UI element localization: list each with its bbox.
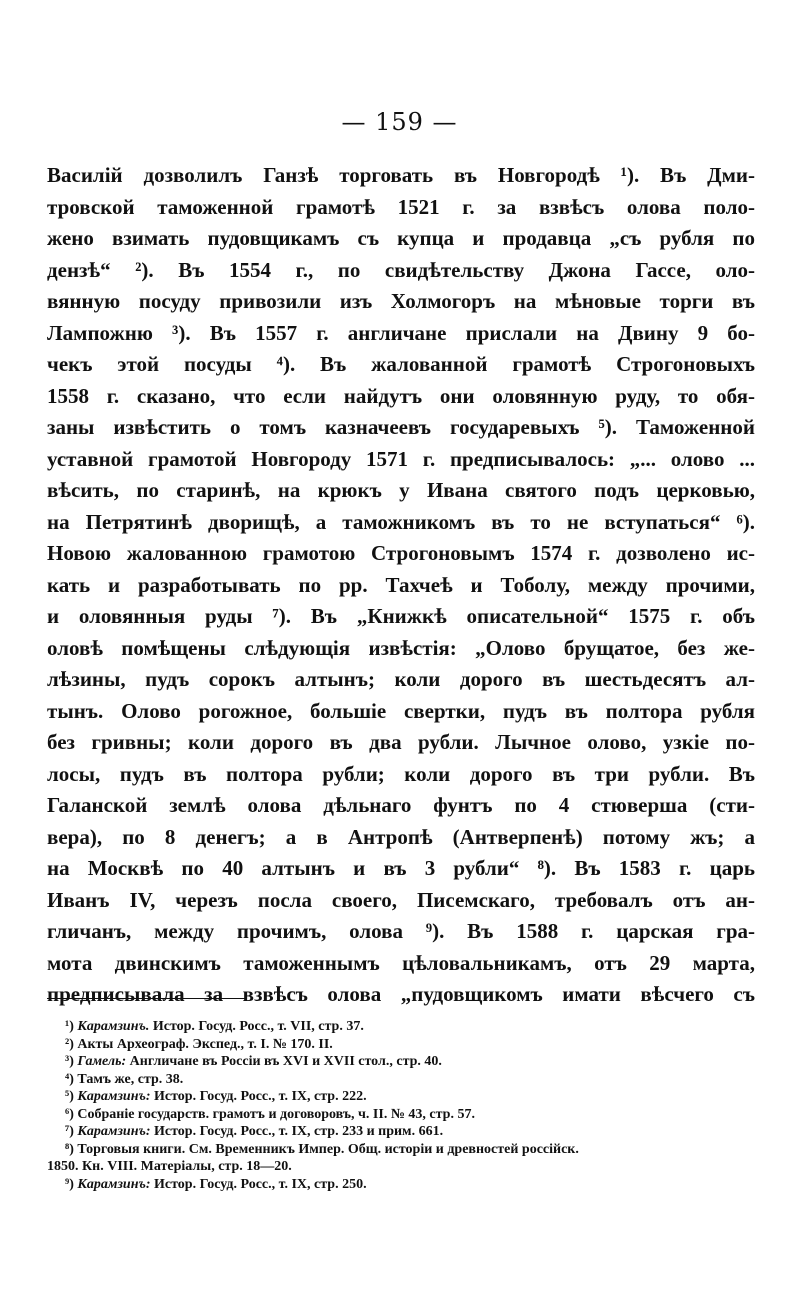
footnote-text: Собраніе государств. грамотъ и договоровъ, ч. II. № 43, стр. 57. <box>77 1106 475 1122</box>
footnote-author: Карамзинъ: <box>77 1176 151 1192</box>
footnote-mark: ⁶) <box>65 1106 74 1122</box>
footnote-mark: ⁷) <box>65 1124 74 1139</box>
text-line: Галанской землѣ олова дѣльнаго фунтъ по 4 стюверша (сти- <box>47 793 755 817</box>
footnote-text: Истор. Госуд. Росс., т. IX, стр. 250. <box>154 1176 367 1192</box>
footnote <box>47 1036 755 1054</box>
footnote-author: Гамель: <box>77 1054 127 1069</box>
text-line: Иванъ IV, черезъ посла своего, Писемскаго, требовалъ отъ ан- <box>47 887 755 912</box>
text-line: заны извѣстить о томъ казначеевъ государевыхъ ⁵). Таможенной <box>47 415 755 439</box>
text-line: чекъ этой посуды ⁴). Въ жалованной грамотѣ Строгоновыхъ <box>47 352 755 376</box>
footnote-text: Тамъ же, стр. 38. <box>77 1071 184 1087</box>
footnote-author: Карамзинъ: <box>77 1089 151 1104</box>
text-line: Лампожню ³). Въ 1557 г. англичане прислали на Двину 9 бо- <box>47 320 755 345</box>
text-line: лѣзины, пудъ сорокъ алтынъ; коли дорого въ шестьдесятъ ал- <box>47 667 755 691</box>
footnote-mark: ⁹) <box>65 1176 74 1192</box>
footnote-mark: ⁵) <box>65 1089 74 1104</box>
text-line: Новою жалованною грамотою Строгоновымъ 1574 г. дозволено ис- <box>47 541 755 565</box>
text-line: мота двинскимъ таможеннымъ цѣловальникамъ, отъ 29 марта, <box>47 950 755 975</box>
footnote-mark: ³) <box>65 1054 74 1069</box>
footnotes <box>47 1018 755 1193</box>
footnote-text: Торговыя книги. См. Временникъ Импер. Общ. исторіи и древностей россійск. <box>77 1141 579 1157</box>
footnote <box>47 1158 755 1176</box>
footnote-mark: ¹) <box>65 1019 74 1034</box>
text-line: гличанъ, между прочимъ, олова ⁹). Въ 1588 г. царская гра- <box>47 919 755 943</box>
text-line: без гривны; коли дорого въ два рубли. Лычное олово, узкіе по- <box>47 730 755 754</box>
footnote <box>47 1071 755 1089</box>
text-line: 1558 г. сказано, что если найдутъ они оловянную руду, то обя- <box>47 383 755 408</box>
footnote-text: Англичане въ Россіи въ XVI и XVII стол., стр. 40. <box>129 1054 442 1069</box>
text-line: уставной грамотой Новгороду 1571 г. предписывалось: „... олово ... <box>47 446 755 471</box>
text-line: вянную посуду привозили изъ Холмогоръ на мѣновые торги въ <box>47 289 755 313</box>
footnote-text: Истор. Госуд. Росс., т. IX, стр. 233 и прим. 661. <box>154 1124 444 1139</box>
footnote-mark: ²) <box>65 1036 74 1052</box>
footnote-text: Акты Археограф. Экспед., т. I. № 170. II. <box>77 1036 333 1052</box>
footnote-text: Истор. Госуд. Росс., т. IX, стр. 222. <box>154 1089 367 1104</box>
footnote <box>47 1176 755 1194</box>
body-text <box>47 160 755 1011</box>
footnote <box>47 1088 755 1106</box>
text-line: кать и разработывать по рр. Тахчеѣ и Тоболу, между прочими, <box>47 572 755 597</box>
footnote <box>47 1141 755 1159</box>
footnote-author: Карамзинъ: <box>77 1124 151 1139</box>
footnote <box>47 1123 755 1141</box>
text-line: на Москвѣ по 40 алтынъ и въ 3 рубли“ ⁸). Въ 1583 г. царь <box>47 856 755 880</box>
footnote-mark: ⁸) <box>65 1141 74 1157</box>
footnote <box>47 1106 755 1124</box>
text-line: жено взимать пудовщикамъ съ купца и продавца „съ рубля по <box>47 226 755 250</box>
text-line: предписывала за взвѣсъ олова „пудовщикомъ имати вѣсчего съ <box>47 982 755 1006</box>
text-line: оловѣ помѣщены слѣдующія извѣстія: „Олово брущатое, без же- <box>47 635 755 660</box>
text-line: тынъ. Олово рогожное, большіе свертки, пудъ въ полтора рубля <box>47 698 755 723</box>
text-line: на Петрятинѣ дворищѣ, а таможникомъ въ то не вступаться“ ⁶). <box>47 509 755 534</box>
text-line: Василій дозволилъ Ганзѣ торговать въ Новгородѣ ¹). Въ Дми- <box>47 163 755 187</box>
page-number: — 159 — <box>341 108 458 136</box>
footnote <box>47 1018 755 1036</box>
text-line: и оловянныя руды ⁷). Въ „Книжкѣ описательной“ 1575 г. объ <box>47 604 755 628</box>
footnote-text: 1850. Кн. VIII. Матеріалы, стр. 18—20. <box>47 1159 292 1174</box>
footnote-text: Истор. Госуд. Росс., т. VII, стр. 37. <box>152 1019 364 1034</box>
footnote-mark: ⁴) <box>65 1071 74 1087</box>
footnote <box>47 1053 755 1071</box>
text-line: дензѣ“ ²). Въ 1554 г., по свидѣтельству Джона Гассе, оло- <box>47 257 755 282</box>
text-line: тровской таможенной грамотѣ 1521 г. за взвѣсъ олова поло- <box>47 194 755 219</box>
text-line: вера), по 8 денегъ; а в Антропѣ (Антверпенѣ) потому жъ; а <box>47 824 755 849</box>
footnote-divider <box>47 998 247 999</box>
text-line: вѣсить, по старинѣ, на крюкъ у Ивана святого подъ церковью, <box>47 478 755 502</box>
footnote-author: Карамзинъ. <box>77 1019 150 1034</box>
text-line: лосы, пудъ въ полтора рубли; коли дорого въ три рубли. Въ <box>47 761 755 786</box>
